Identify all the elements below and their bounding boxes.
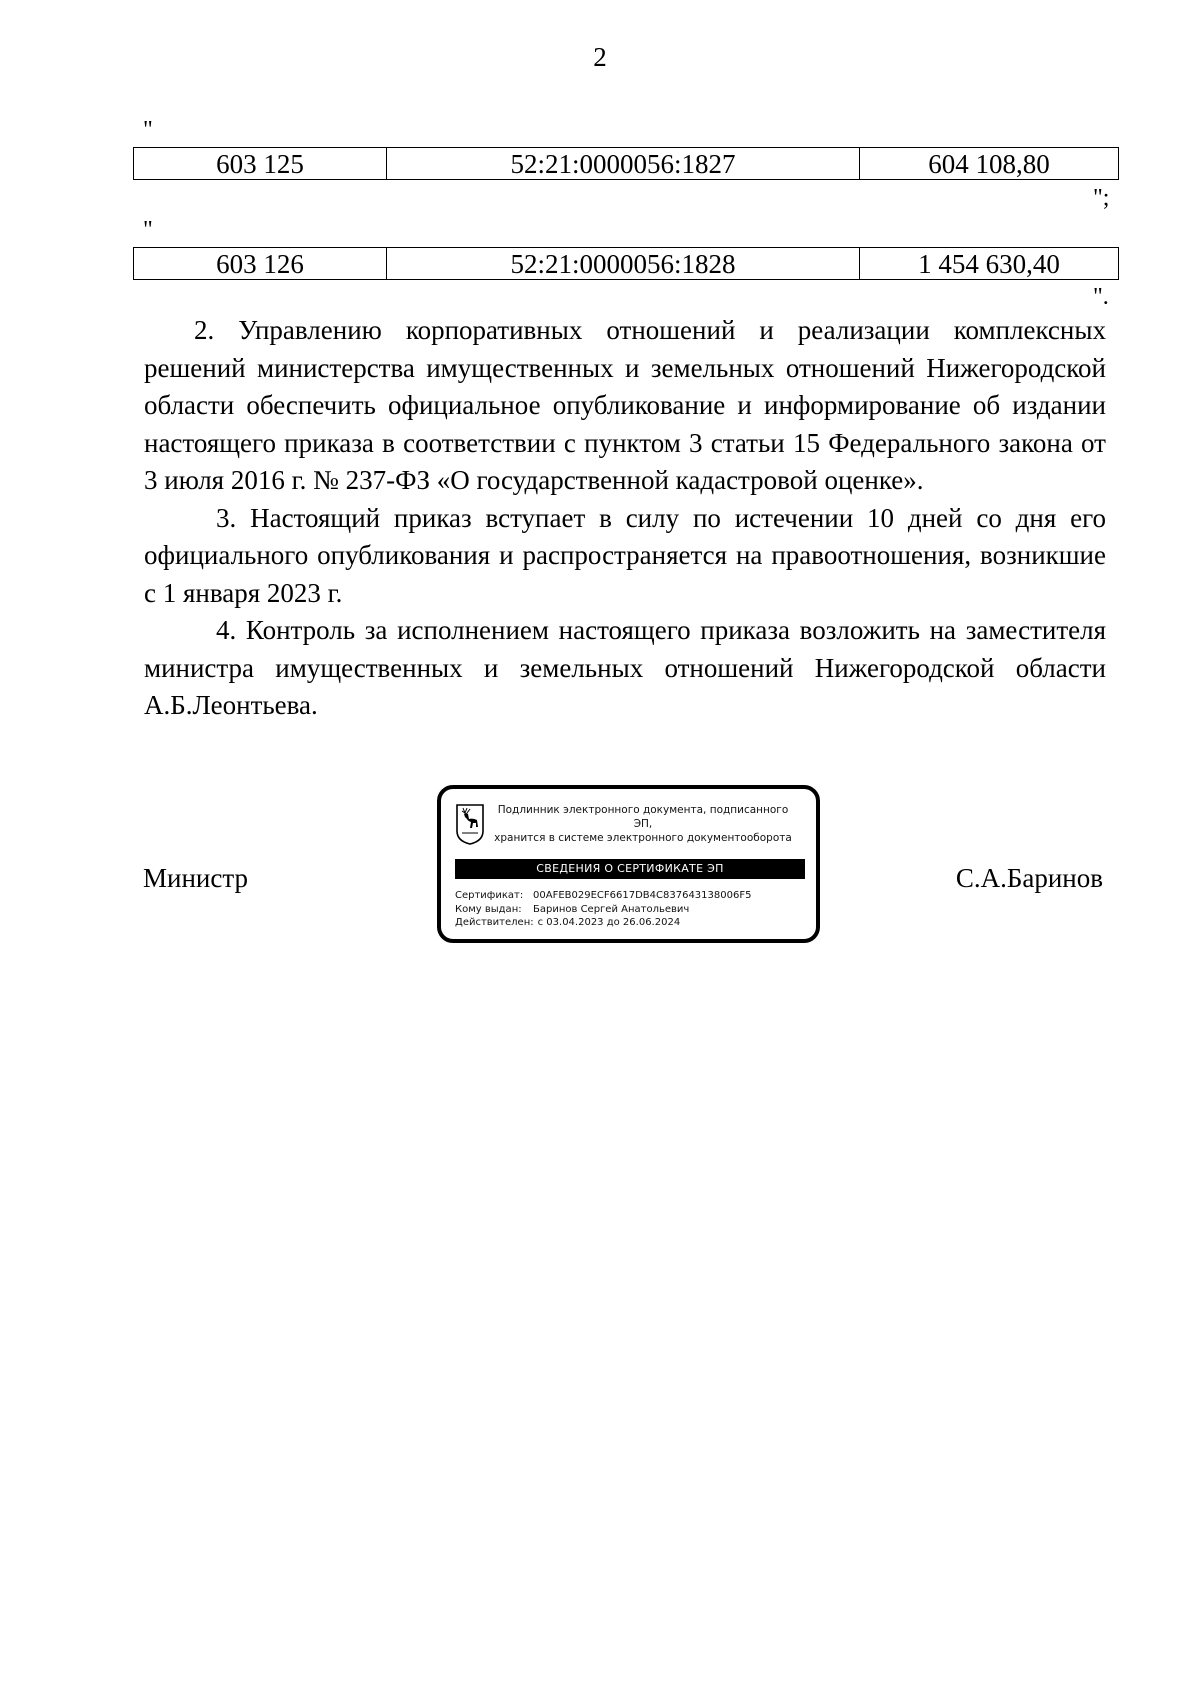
table-cell-value: 604 108,80	[860, 148, 1119, 180]
electronic-signature-stamp	[437, 785, 820, 943]
issued-to-label: Кому выдан:	[455, 903, 522, 915]
certificate-value: 00AFEB029ECF6617DB4C837643138006F5	[533, 890, 752, 901]
nizhny-novgorod-deer-emblem-icon	[455, 803, 485, 845]
table-cell-value: 1 454 630,40	[860, 248, 1119, 280]
stamp-header	[493, 803, 793, 845]
stamp-certificate-info	[455, 889, 751, 930]
issued-to-line	[455, 903, 751, 917]
validity-label: Действителен:	[455, 917, 534, 928]
table-cell-cadastral-number: 52:21:0000056:1828	[387, 248, 860, 280]
page-number: 2	[593, 42, 607, 72]
cadastral-table-2	[133, 247, 1119, 280]
certificate-label: Сертификат:	[455, 890, 524, 901]
table-cell-cadastral-number: 52:21:0000056:1827	[387, 148, 860, 180]
table-cell-number: 603 125	[134, 148, 387, 180]
close-quote: ";	[1093, 185, 1110, 211]
signer-name: С.А.Баринов	[955, 863, 1103, 893]
certificate-line	[455, 889, 751, 903]
stamp-header-line: Подлинник электронного документа, подписанного ЭП,	[497, 804, 789, 830]
open-quote: "	[143, 217, 153, 243]
paragraph-3: 3. Настоящий приказ вступает в силу по истечении 10 дней со дня его официального опубликования и распространяется на правоотношения, возникшие с 1 января 2023 г.	[144, 502, 1106, 608]
cadastral-table-1	[133, 147, 1119, 180]
table-cell-number: 603 126	[134, 248, 387, 280]
validity-line	[455, 916, 751, 930]
stamp-header-line: хранится в системе электронного документооборота	[494, 832, 792, 844]
close-quote: ".	[1093, 284, 1109, 310]
signer-position: Министр	[143, 863, 248, 893]
paragraph-4: 4. Контроль за исполнением настоящего приказа возложить на заместителя министра имущественных и земельных отношений Нижегородской области А.Б.Леонтьева.	[144, 615, 1106, 720]
validity-value: с 03.04.2023 до 26.06.2024	[537, 917, 681, 928]
table-row	[134, 148, 1119, 180]
open-quote: "	[143, 117, 153, 143]
table-row	[134, 248, 1119, 280]
body-text	[144, 312, 1106, 725]
stamp-title-bar: СВЕДЕНИЯ О СЕРТИФИКАТЕ ЭП	[455, 859, 805, 879]
paragraph-2: 2. Управлению корпоративных отношений и реализации комплексных решений министерства имущественных и земельных отношений Нижегородской области обеспечить официальное опубликование и информирование об издании настоящего приказа в соответствии с пунктом 3 статьи 15 Федерального закона от 3 июля 2016 г. № 237-ФЗ «О государственной кадастровой оценке».	[144, 315, 1106, 495]
issued-to-value: Баринов Сергей Анатольевич	[533, 903, 690, 915]
